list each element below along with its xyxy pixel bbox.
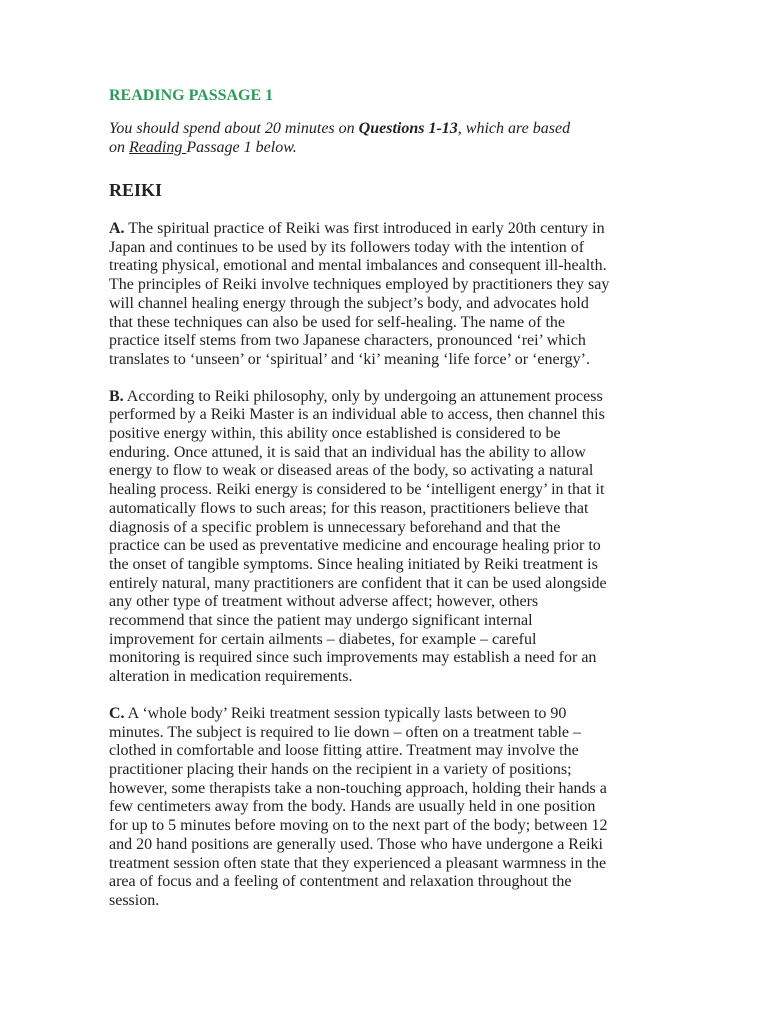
paragraph-line: healing process. Reiki energy is considered to be ‘intelligent energy’ in that it	[109, 481, 605, 499]
passage-body	[109, 220, 719, 911]
document-page	[109, 86, 719, 929]
paragraph-line: that these techniques can also be used for self-healing. The name of the	[109, 313, 565, 331]
paragraph-label: A.	[109, 220, 125, 237]
paragraph-line: practitioner placing their hands on the recipient in a variety of positions;	[109, 760, 572, 778]
paragraph-label: C.	[109, 704, 125, 722]
paragraph-text: A ‘whole body’ Reiki treatment session typically lasts between to 90	[124, 704, 567, 722]
paragraph-line	[109, 388, 719, 407]
paragraph-line: performed by a Reiki Master is an individual able to access, then channel this	[109, 406, 605, 424]
paragraph-line: any other type of treatment without adverse affect; however, others	[109, 593, 539, 611]
paragraph-label: B.	[109, 387, 124, 405]
paragraph-line: positive energy within, this ability once established is considered to be	[109, 425, 561, 443]
paragraph-c	[109, 705, 719, 911]
paragraph-line: session.	[109, 891, 160, 909]
paragraph-line: the onset of tangible symptoms. Since healing initiated by Reiki treatment is	[109, 555, 598, 573]
questions-range: Questions 1-13	[358, 120, 458, 137]
paragraph-line: area of focus and a feeling of contentment and relaxation throughout the	[109, 873, 572, 891]
instructions-text-mid: , which are based	[457, 120, 571, 137]
paragraph-text: The spiritual practice of Reiki was first introduced in early 20th century in	[124, 220, 605, 237]
paragraph-line: The principles of Reiki involve techniques employed by practitioners they say	[109, 276, 610, 294]
paragraph-line: minutes. The subject is required to lie down – often on a treatment table –	[109, 723, 582, 741]
paragraph-a	[109, 220, 719, 370]
paragraph-line	[109, 220, 719, 239]
paragraph-line: diagnosis of a specific problem is unnecessary beforehand and that the	[109, 518, 561, 536]
paragraph-line: however, some therapists take a non-touching approach, holding their hands a	[109, 779, 607, 797]
instructions-text-end: Passage 1 below.	[186, 139, 297, 156]
paragraph-line: energy to flow to weak or diseased areas of the body, so activating a natural	[109, 462, 594, 480]
paragraph-line: alteration in medication requirements.	[109, 668, 353, 686]
passage-title: REIKI	[109, 180, 163, 200]
paragraph-line: automatically flows to such areas; for this reason, practitioners believe that	[109, 499, 589, 517]
paragraph-line: will channel healing energy through the subject’s body, and advocates hold	[109, 294, 589, 312]
paragraph-line: clothed in comfortable and loose fitting attire. Treatment may involve the	[109, 742, 579, 760]
paragraph-line: translates to ‘unseen’ or ‘spiritual’ and ‘ki’ meaning ‘life force’ or ‘energy’.	[109, 350, 590, 368]
instructions	[109, 119, 719, 157]
instructions-text-line2: on	[109, 139, 129, 156]
paragraph-line: and 20 hand positions are generally used. Those who have undergone a Reiki	[109, 835, 603, 853]
paragraph-line: recommend that since the patient may undergo significant internal	[109, 612, 533, 630]
reading-link[interactable]: Reading	[129, 139, 187, 156]
paragraph-line: monitoring is required since such improvements may establish a need for an	[109, 649, 597, 667]
paragraph-line: for up to 5 minutes before moving on to the next part of the body; between 12	[109, 817, 608, 835]
paragraph-line: enduring. Once attuned, it is said that an individual has the ability to allow	[109, 443, 586, 461]
paragraph-line: few centimeters away from the body. Hands are usually held in one position	[109, 798, 596, 816]
paragraph-text: According to Reiki philosophy, only by undergoing an attunement process	[123, 387, 603, 405]
paragraph-line: entirely natural, many practitioners are confident that it can be used alongside	[109, 574, 607, 592]
paragraph-line: Japan and continues to be used by its followers today with the intention of	[109, 238, 585, 256]
paragraph-line: practice itself stems from two Japanese characters, pronounced ‘rei’ which	[109, 332, 586, 350]
paragraph-line: practice can be used as preventative medicine and encourage healing prior to	[109, 537, 601, 555]
paragraph-line: improvement for certain ailments – diabetes, for example – careful	[109, 630, 537, 648]
passage-heading: READING PASSAGE 1	[109, 87, 274, 104]
instructions-text: You should spend about 20 minutes on	[109, 120, 359, 137]
paragraph-line	[109, 705, 719, 724]
paragraph-line: treatment session often state that they experienced a pleasant warmness in the	[109, 854, 607, 872]
paragraph-b	[109, 388, 719, 687]
paragraph-line: treating physical, emotional and mental imbalances and consequent ill-health.	[109, 257, 607, 275]
